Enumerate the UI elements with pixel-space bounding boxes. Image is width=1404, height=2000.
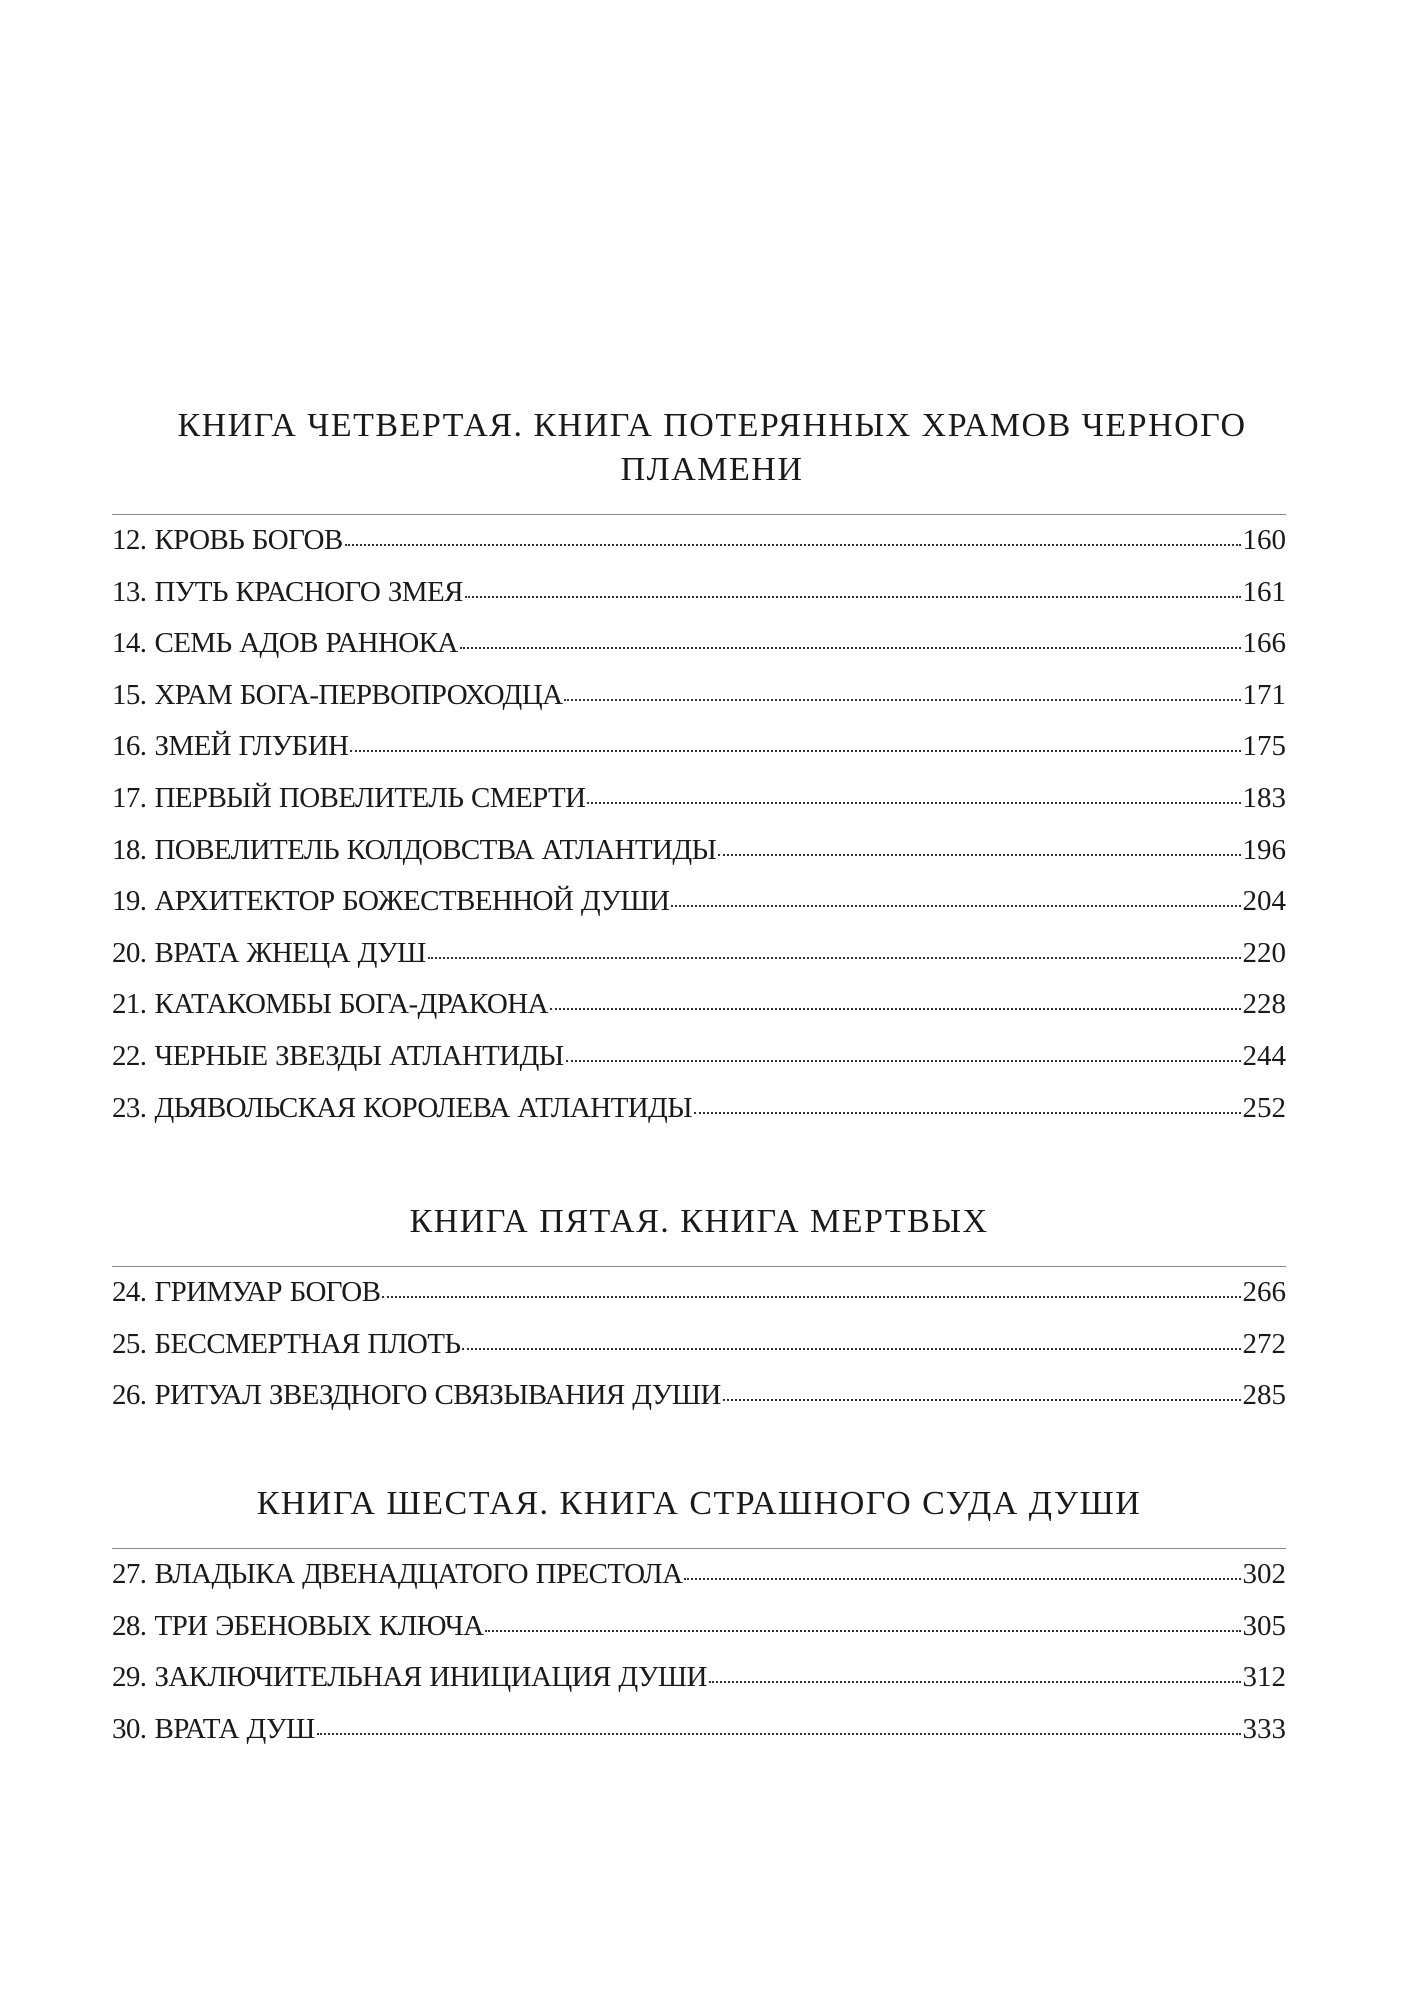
toc-entry[interactable] bbox=[112, 1031, 1286, 1083]
entry-title: КАТАКОМБЫ БОГА-ДРАКОНА bbox=[154, 988, 548, 1021]
entry-page: 196 bbox=[1242, 833, 1286, 866]
dot-leader bbox=[694, 1112, 1241, 1114]
dot-leader bbox=[564, 699, 1240, 701]
dot-leader bbox=[460, 647, 1241, 649]
entry-number: 21. bbox=[112, 988, 147, 1021]
entry-title: СЕМЬ АДОВ РАННОКА bbox=[154, 627, 458, 660]
entry-title: ВЛАДЫКА ДВЕНАДЦАТОГО ПРЕСТОЛА bbox=[154, 1558, 683, 1590]
toc-entry[interactable] bbox=[112, 1704, 1286, 1756]
dot-leader bbox=[428, 957, 1241, 959]
section-title: КНИГА ПЯТАЯ. КНИГА МЕРТВЫХ bbox=[409, 1203, 989, 1240]
entry-page: 272 bbox=[1242, 1327, 1286, 1360]
entry-title: ДЬЯВОЛЬСКАЯ КОРОЛЕВА АТЛАНТИДЫ bbox=[154, 1091, 692, 1124]
toc-entry[interactable] bbox=[112, 1267, 1286, 1319]
entry-title: ТРИ ЭБЕНОВЫХ КЛЮЧА bbox=[154, 1609, 484, 1642]
section-title: КНИГА ШЕСТАЯ. КНИГА СТРАШНОГО СУДА ДУШИ bbox=[256, 1485, 1142, 1522]
toc-entry[interactable] bbox=[112, 928, 1286, 980]
entry-page: 166 bbox=[1242, 627, 1286, 660]
entry-title: ПОВЕЛИТЕЛЬ КОЛДОВСТВА АТЛАНТИДЫ bbox=[154, 833, 717, 866]
toc-entry[interactable] bbox=[112, 1652, 1286, 1704]
toc-entry[interactable] bbox=[112, 515, 1286, 567]
dot-leader bbox=[709, 1681, 1241, 1683]
entry-number: 24. bbox=[112, 1276, 147, 1308]
dot-leader bbox=[566, 1060, 1241, 1062]
entry-number: 29. bbox=[112, 1661, 147, 1694]
entry-number: 16. bbox=[112, 730, 147, 763]
toc-entry[interactable] bbox=[112, 721, 1286, 773]
entry-title: ГРИМУАР БОГОВ bbox=[154, 1276, 381, 1308]
entry-title: ХРАМ БОГА-ПЕРВОПРОХОДЦА bbox=[154, 678, 563, 711]
entry-page: 244 bbox=[1242, 1039, 1286, 1072]
entry-number: 20. bbox=[112, 936, 147, 969]
entry-title: ЧЕРНЫЕ ЗВЕЗДЫ АТЛАНТИДЫ bbox=[154, 1039, 564, 1072]
entry-number: 22. bbox=[112, 1039, 147, 1072]
toc-entry-list bbox=[112, 1548, 1286, 1755]
entry-page: 252 bbox=[1242, 1091, 1286, 1124]
entry-page: 161 bbox=[1242, 575, 1286, 608]
entry-page: 183 bbox=[1242, 781, 1286, 814]
entry-page: 285 bbox=[1242, 1379, 1286, 1412]
toc-entry[interactable] bbox=[112, 670, 1286, 722]
toc-entry[interactable] bbox=[112, 1601, 1286, 1653]
entry-title: ЗАКЛЮЧИТЕЛЬНАЯ ИНИЦИАЦИЯ ДУШИ bbox=[154, 1661, 707, 1694]
entry-title: ПУТЬ КРАСНОГО ЗМЕЯ bbox=[154, 575, 463, 608]
dot-leader bbox=[723, 1399, 1241, 1401]
dot-leader bbox=[465, 596, 1241, 598]
entry-number: 17. bbox=[112, 781, 147, 814]
entry-page: 228 bbox=[1242, 988, 1286, 1021]
entry-page: 305 bbox=[1242, 1609, 1286, 1642]
entry-title: РИТУАЛ ЗВЕЗДНОГО СВЯЗЫВАНИЯ ДУШИ bbox=[154, 1379, 721, 1412]
entry-title: АРХИТЕКТОР БОЖЕСТВЕННОЙ ДУШИ bbox=[154, 885, 670, 918]
entry-title: ВРАТА ДУШ bbox=[154, 1712, 315, 1745]
toc-entry[interactable] bbox=[112, 1549, 1286, 1601]
dot-leader bbox=[587, 802, 1240, 804]
entry-number: 23. bbox=[112, 1091, 147, 1124]
entry-title: КРОВЬ БОГОВ bbox=[154, 524, 343, 556]
entry-page: 302 bbox=[1242, 1558, 1286, 1590]
entry-number: 25. bbox=[112, 1327, 147, 1360]
toc-entry[interactable] bbox=[112, 773, 1286, 825]
toc-entry[interactable] bbox=[112, 825, 1286, 877]
dot-leader bbox=[382, 1296, 1240, 1298]
entry-title: ЗМЕЙ ГЛУБИН bbox=[154, 730, 349, 763]
toc-entry[interactable] bbox=[112, 1083, 1286, 1135]
entry-number: 12. bbox=[112, 524, 147, 556]
dot-leader bbox=[671, 905, 1240, 907]
dot-leader bbox=[684, 1578, 1240, 1580]
entry-page: 266 bbox=[1242, 1276, 1286, 1308]
entry-title: ВРАТА ЖНЕЦА ДУШ bbox=[154, 936, 426, 969]
dot-leader bbox=[350, 750, 1240, 752]
section-title: КНИГА ЧЕТВЕРТАЯ. КНИГА ПОТЕРЯННЫХ ХРАМОВ ЧЕРНОГО ПЛАМЕНИ bbox=[177, 407, 1247, 488]
toc-entry-list bbox=[112, 1266, 1286, 1422]
entry-number: 30. bbox=[112, 1712, 147, 1745]
dot-leader bbox=[345, 544, 1241, 546]
entry-page: 175 bbox=[1242, 730, 1286, 763]
toc-entry[interactable] bbox=[112, 1370, 1286, 1422]
dot-leader bbox=[718, 854, 1240, 856]
entry-number: 13. bbox=[112, 575, 147, 608]
entry-page: 204 bbox=[1242, 885, 1286, 918]
entry-number: 26. bbox=[112, 1379, 147, 1412]
toc-section-book-five bbox=[112, 1200, 1286, 1422]
toc-entry[interactable] bbox=[112, 876, 1286, 928]
entry-number: 19. bbox=[112, 885, 147, 918]
entry-title: ПЕРВЫЙ ПОВЕЛИТЕЛЬ СМЕРТИ bbox=[154, 781, 586, 814]
toc-entry[interactable] bbox=[112, 1319, 1286, 1371]
toc-entry[interactable] bbox=[112, 618, 1286, 670]
dot-leader bbox=[462, 1348, 1240, 1350]
entry-page: 160 bbox=[1242, 524, 1286, 556]
entry-page: 333 bbox=[1242, 1712, 1286, 1745]
entry-number: 14. bbox=[112, 627, 147, 660]
toc-entry-list bbox=[112, 514, 1286, 1134]
toc-entry[interactable] bbox=[112, 979, 1286, 1031]
dot-leader bbox=[485, 1630, 1240, 1632]
entry-title: БЕССМЕРТНАЯ ПЛОТЬ bbox=[154, 1327, 461, 1360]
entry-number: 15. bbox=[112, 678, 147, 711]
entry-page: 312 bbox=[1242, 1661, 1286, 1694]
entry-number: 27. bbox=[112, 1558, 147, 1590]
dot-leader bbox=[317, 1733, 1241, 1735]
entry-number: 28. bbox=[112, 1609, 147, 1642]
dot-leader bbox=[550, 1008, 1241, 1010]
toc-entry[interactable] bbox=[112, 567, 1286, 619]
entry-page: 171 bbox=[1242, 678, 1286, 711]
toc-section-book-four bbox=[112, 404, 1286, 1134]
toc-section-book-six bbox=[112, 1482, 1286, 1755]
entry-number: 18. bbox=[112, 833, 147, 866]
entry-page: 220 bbox=[1242, 936, 1286, 969]
